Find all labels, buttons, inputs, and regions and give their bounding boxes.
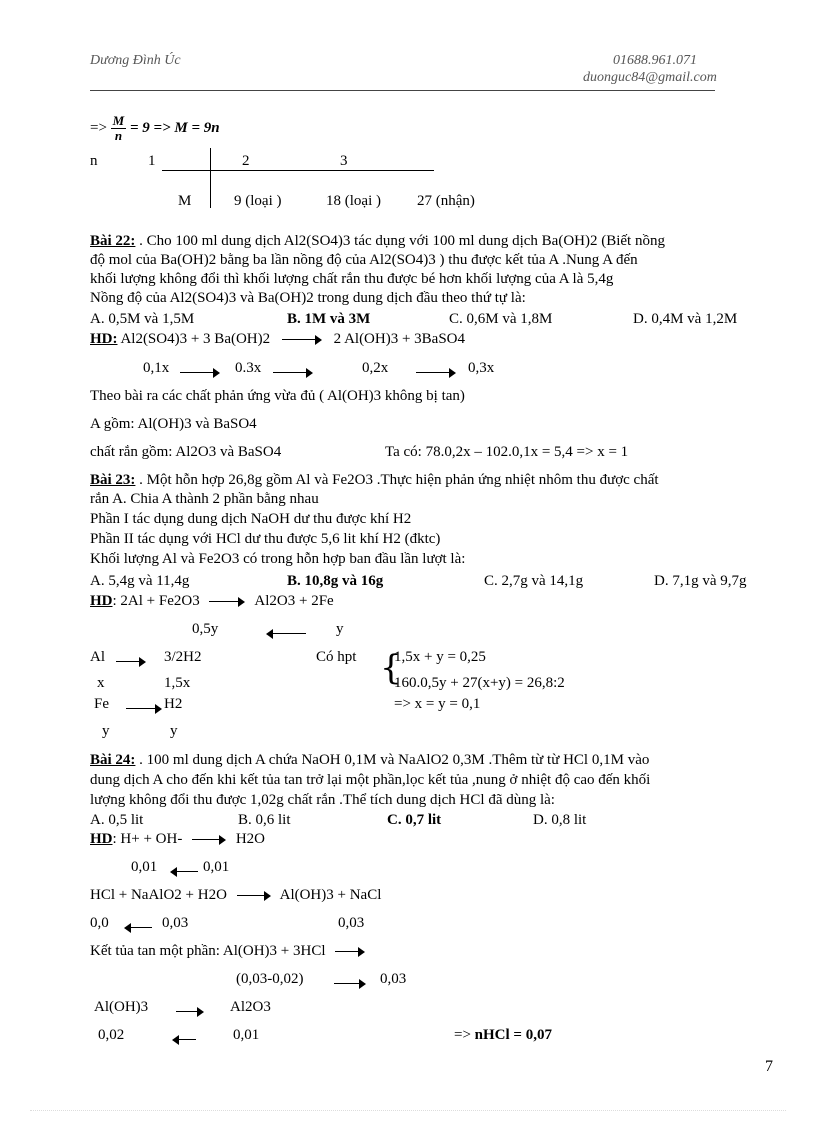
bai22-explain-2: A gồm: Al(OH)3 và BaSO4 (90, 416, 257, 432)
bai23-al-product: 3/2H2 (164, 649, 202, 665)
arrow-right-icon (273, 363, 313, 381)
bai22-option-c: C. 0,6M và 1,8M (449, 311, 553, 327)
bai24-option-b: B. 0,6 lit (238, 812, 291, 828)
bai22-line1 (90, 232, 665, 250)
equation-rest: = 9 => M = 9n (129, 120, 220, 136)
bai24-eq4-left: Al(OH)3 (94, 999, 149, 1015)
bai22-eq-left: Al2(SO4)3 + 3 Ba(OH)2 (120, 331, 271, 347)
n-value-2: 2 (242, 153, 250, 169)
bai22-mol-2: 0.3x (235, 360, 262, 376)
bai23-option-c: C. 2,7g và 14,1g (484, 573, 584, 589)
arrow-right-icon (192, 835, 226, 845)
bai24-eq1 (90, 830, 265, 848)
arrow-right-icon (180, 363, 220, 381)
bai24-eq2-left: HCl + NaAlO2 + H2O (90, 887, 227, 903)
bai22-option-a: A. 0,5M và 1,5M (90, 311, 195, 327)
bai23-hd-label: HD (90, 593, 113, 609)
bai24-eq2 (90, 886, 381, 904)
prefix: => (90, 120, 107, 136)
fraction-denominator: n (114, 128, 123, 144)
bai24-eq1-right: H2O (235, 831, 266, 847)
arrow-right-icon (116, 652, 146, 670)
header-phone: 01688.961.071 (613, 53, 697, 68)
bai23-r1b: y (336, 621, 344, 637)
arrow-right-icon (209, 597, 245, 607)
arrow-right-icon (237, 891, 271, 901)
brace-icon: { (380, 648, 402, 688)
bai23-text1: . Một hỗn hợp 26,8g gồm Al và Fe2O3 .Thực hiện phản ứng nhiệt nhôm thu được chất (139, 472, 659, 488)
bai24-m2b: 0,03 (162, 915, 189, 931)
bai24-m2c: 0,03 (338, 915, 365, 931)
bai23-option-d: D. 7,1g và 9,7g (654, 573, 747, 589)
page-number: 7 (765, 1058, 773, 1075)
bai23-eq-left: : 2Al + Fe2O3 (112, 593, 200, 609)
bai22-explain-1: Theo bài ra các chất phản ứng vừa đủ ( Al(OH)3 không bị tan) (90, 388, 465, 404)
bai23-label: Bài 23: (90, 472, 136, 488)
m-value-3: 27 (nhận) (417, 193, 475, 209)
arrow-right-icon (126, 699, 162, 717)
bai24-option-d: D. 0,8 lit (533, 812, 587, 828)
bai24-line3: lượng không đổi thu được 1,02g chất rắn .Thể tích dung dịch HCl đã dùng là: (90, 792, 555, 808)
arrow-right-icon (416, 363, 456, 381)
header-email: duonguc84@gmail.com (583, 70, 717, 85)
final-answer: nHCl = 0,07 (474, 1027, 552, 1043)
bai24-text1: . 100 ml dung dịch A chứa NaOH 0,1M và NaAlO2 0,3M .Thêm từ từ HCl 0,1M vào (139, 752, 650, 768)
fraction (111, 114, 127, 143)
bai23-eq-right: Al2O3 + 2Fe (254, 593, 334, 609)
bai24-eq4-right: Al2O3 (230, 999, 271, 1015)
bai24-m4b: 0,01 (233, 1027, 260, 1043)
bai22-option-b: B. 1M và 3M (287, 311, 371, 327)
footer-divider (30, 1110, 786, 1111)
bai24-hd-label: HD (90, 831, 113, 847)
bai24-line1 (90, 751, 649, 769)
bai22-line3: khối lượng không đổi thì khối lượng chất rắn thu được bé hơn khối lượng của A là 5,4g (90, 271, 614, 287)
n-value-3: 3 (340, 153, 348, 169)
bai23-r1a: 0,5y (192, 621, 219, 637)
bai22-eq-right: 2 Al(OH)3 + 3BaSO4 (333, 331, 466, 347)
bai24-label: Bài 24: (90, 752, 136, 768)
bai23-y1: y (102, 723, 110, 739)
arrow-right-icon (335, 947, 365, 957)
arrow-left-icon (172, 1030, 196, 1048)
m-value-1: 9 (loại ) (234, 193, 282, 209)
header-divider (90, 90, 715, 91)
bai23-system-eq1: 1,5x + y = 0,25 (394, 649, 486, 665)
fraction-equation (90, 112, 220, 144)
bai22-mol-3: 0,2x (362, 360, 389, 376)
arrow-right-icon (334, 974, 366, 992)
bai23-line4: Phần II tác dụng với HCl dư thu được 5,6 lit khí H2 (đktc) (90, 531, 441, 547)
bai24-eq1-left: : H+ + OH- (112, 831, 183, 847)
bai23-x: x (97, 675, 105, 691)
bai24-eq3-left: Kết tủa tan một phần: Al(OH)3 + 3HCl (90, 943, 326, 959)
table-vline (210, 148, 211, 208)
bai22-mol-4: 0,3x (468, 360, 495, 376)
arrow-right-icon (176, 1002, 204, 1020)
bai24-m1b: 0,01 (203, 859, 230, 875)
bai23-result: => x = y = 0,1 (394, 696, 481, 712)
bai24-line2: dung dịch A cho đến khi kết tủa tan trở lại một phần,lọc kết tủa ,nung ở nhiệt độ cao đến khối (90, 772, 651, 788)
bai24-m4a: 0,02 (98, 1027, 125, 1043)
bai22-hd-label: HD: (90, 331, 118, 347)
bai22-label: Bài 22: (90, 233, 136, 249)
bai22-mol-1: 0,1x (143, 360, 170, 376)
bai23-line5: Khối lượng Al và Fe2O3 có trong hỗn hợp ban đầu lần lượt là: (90, 551, 466, 567)
header-author: Dương Đình Úc (90, 53, 181, 68)
bai22-line4: Nồng độ của Al2(SO4)3 và Ba(OH)2 trong dung dịch đầu theo thứ tự là: (90, 290, 526, 306)
bai22-line2: độ mol của Ba(OH)2 bằng ba lần nồng độ của Al2(SO4)3 ) thu được kết tủa A .Nung A đến (90, 252, 638, 268)
table-hline (162, 170, 434, 171)
bai23-hpt: Có hpt (316, 649, 357, 665)
bai22-explain-3: chất rắn gồm: Al2O3 và BaSO4 (90, 444, 282, 460)
bai23-fe-product: H2 (164, 696, 183, 712)
bai23-line3: Phần I tác dụng dung dịch NaOH dư thu được khí H2 (90, 511, 412, 527)
bai23-line2: rắn A. Chia A thành 2 phần bằng nhau (90, 491, 319, 507)
bai24-eq3 (90, 942, 371, 960)
arrow-left-icon (170, 862, 198, 880)
bai23-fe: Fe (94, 696, 109, 712)
bai24-eq2-right: Al(OH)3 + NaCl (279, 887, 382, 903)
bai24-final (454, 1026, 552, 1044)
bai22-text1: . Cho 100 ml dung dịch Al2(SO4)3 tác dụng với 100 ml dung dịch Ba(OH)2 (Biết nồng (139, 233, 665, 249)
arrow-right-icon (282, 335, 322, 345)
bai22-explain-3b: Ta có: 78.0,2x – 102.0,1x = 5,4 => x = 1 (385, 444, 629, 460)
fraction-numerator: M (112, 113, 125, 129)
final-prefix: => (454, 1027, 471, 1043)
bai23-x-value: 1,5x (164, 675, 191, 691)
bai23-y2: y (170, 723, 178, 739)
bai23-system-eq2: 160.0,5y + 27(x+y) = 26,8:2 (394, 675, 565, 691)
bai23-line1 (90, 471, 659, 489)
bai24-m3a: (0,03-0,02) (236, 971, 304, 987)
m-label: M (178, 193, 192, 209)
bai22-equation (90, 330, 465, 348)
bai24-option-a: A. 0,5 lit (90, 812, 144, 828)
bai22-option-d: D. 0,4M và 1,2M (633, 311, 738, 327)
arrow-left-icon (124, 918, 152, 936)
bai24-option-c: C. 0,7 lit (387, 812, 442, 828)
n-label: n (90, 153, 98, 169)
bai24-m1a: 0,01 (131, 859, 158, 875)
m-value-2: 18 (loại ) (326, 193, 381, 209)
n-value-1: 1 (148, 153, 156, 169)
bai23-al: Al (90, 649, 105, 665)
bai23-option-b: B. 10,8g và 16g (287, 573, 384, 589)
bai24-m3b: 0,03 (380, 971, 407, 987)
bai24-m2a: 0,0 (90, 915, 109, 931)
arrow-left-icon (266, 624, 306, 642)
bai23-equation (90, 592, 334, 610)
bai23-option-a: A. 5,4g và 11,4g (90, 573, 190, 589)
